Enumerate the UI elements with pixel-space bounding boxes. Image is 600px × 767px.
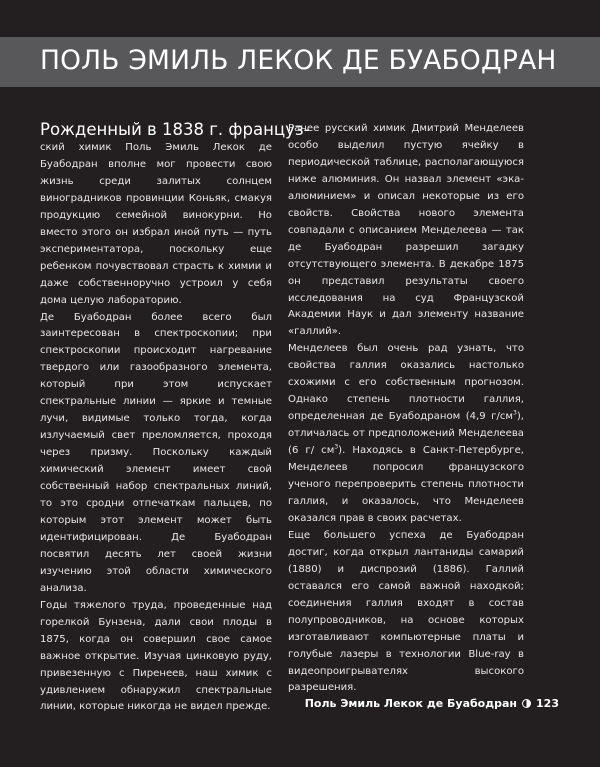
running-title: Поль Эмиль Лекок де Буабодран <box>304 697 518 710</box>
paragraph: Ранее русский химик Дмитрий Менделеев особо выделил пустую ячейку в периодической таблице, располагающуюся ниже алюминия. Он назвал элемент «эка-алюминием» и описал некоторые из его свойств. Свойства нового элемента совпадали с описанием Менделеева — так де Буабодран разрешил загадку отсутствующего элемента. В декабре 1875 он представил результаты своего исследования на суд Французской Академии Наук и дал элементу название «галлий». <box>288 123 524 338</box>
lead-line: Рожденный в 1838 г. француз- <box>40 120 310 139</box>
superscript: 3 <box>513 409 517 417</box>
text-run: ). Находясь в Санкт-Петербурге, Менделеев попросил французского ученого перепроверить степень плотности галлия, и оказалось, что Менделеев оказался прав в своих расчетах. <box>288 445 524 524</box>
page-number: 123 <box>536 697 559 710</box>
text-run: ), отличалась от предположений Менделеева (6 г/ см <box>288 411 524 457</box>
left-column <box>40 120 310 716</box>
paragraph <box>288 341 524 527</box>
page-footer <box>305 697 559 710</box>
paragraph: ский химик Поль Эмиль Лекок де Буабодран вполне мог провести свою жизнь среди залитых солнцем виноградников провинции Коньяк, смакуя продукцию семейной винокурни. Но вместо этого он избрал иной путь — путь экспериментатора, поскольку еще ребенком почувствовал страсть к химии и даже собственноручно устроил у себя дома целую лабораторию. <box>40 142 272 306</box>
paragraph: Де Буабодран более всего был заинтересован в спектроскопии; при спектроскопии происходит нагревание твердого или газообразного элемента, который при этом испускает спектральные линии — яркие и темные лучи, видимые только тогда, когда излучаемый свет преломляется, проходя через призму. Поскольку каждый химический элемент имеет свой собственный набор спектральных линий, то это сродни отпечаткам пальцев, по которым этот элемент может быть идентифицирован. Де Буабодран посвятил десять лет своей жизни изучению этой области химического анализа. <box>40 311 272 594</box>
superscript: 3 <box>334 443 339 451</box>
right-column <box>288 121 524 697</box>
text-run: Менделеев был очень рад узнать, что свойства галлия оказались настолько схожими с его собственным прогнозом. Однако степень плотности галлия, определенная де Буабодраном (4,9 г/см <box>288 343 524 423</box>
paragraph: Годы тяжелого труда, проведенные над горелкой Бунзена, дали свои плоды в 1875, когда он совершил свое самое важное открытие. Изучая цинковую руду, привезенную с Пиренеев, наш химик с удивлением обнаружил спектральные линии, которые никогда не видел прежде. <box>40 599 272 713</box>
paragraph: Еще большего успеха де Буабодран достиг, когда открыл лантаниды самарий (1880) и диспрозий (1886). Галлий оставался его самой важной находкой; соединения галлия входят в состав полупроводников, на основе которых изготавливают компьютерные платы и голубые лазеры в технологии Blue-ray в видеопроигрывателях высокого разрешения. <box>288 529 524 694</box>
half-circle-icon <box>522 699 531 708</box>
page-title: ПОЛЬ ЭМИЛЬ ЛЕКОК ДЕ БУАБОДРАН <box>40 45 557 76</box>
